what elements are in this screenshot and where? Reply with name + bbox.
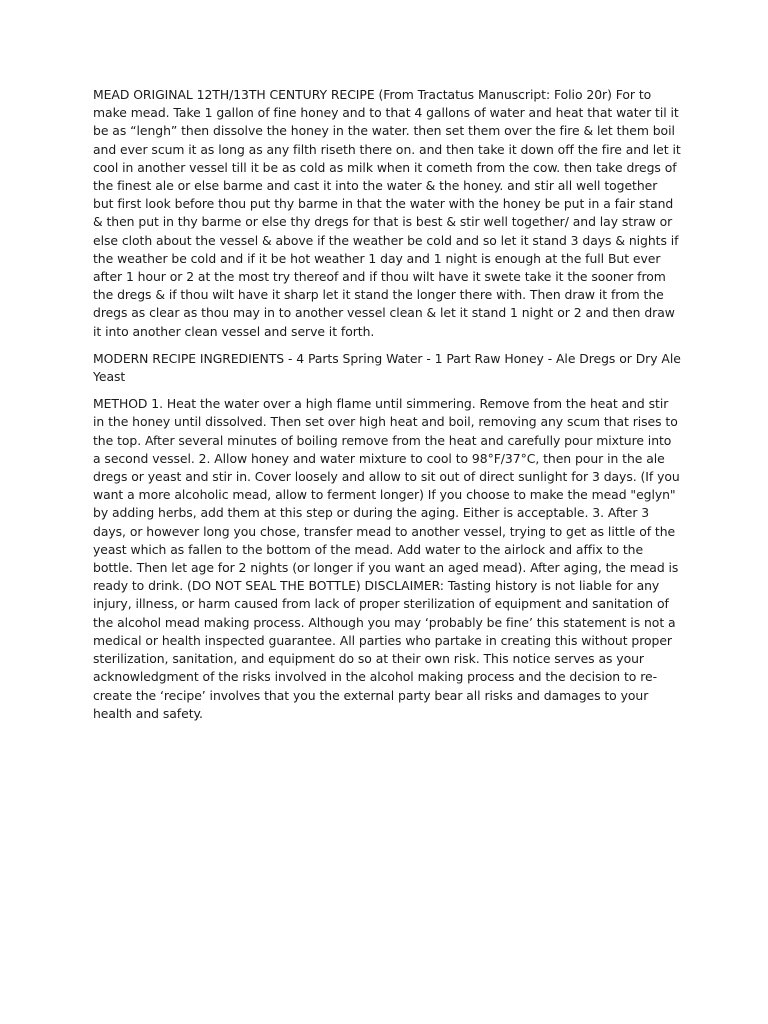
method-paragraph: METHOD 1. Heat the water over a high flame until simmering. Remove from the heat and stir in the honey until dissolved. Then set over high heat and boil, removing any scum that rises to the top. After several minutes of boiling remove from the heat and carefully pour mixture into a second vessel. 2. Allow honey and water mixture to cool to 98°F/37°C, then pour in the ale dregs or yeast and stir in. Cover loosely and allow to sit out of direct sunlight for 3 days. (If you want a more alcoholic mead, allow to ferment longer) If you choose to make the mead "eglyn" by adding herbs, add them at this step or during the aging. Either is acceptable. 3. After 3 days, or however long you chose, transfer mead to another vessel, trying to get as little of the yeast which as fallen to the bottom of the mead. Add water to the airlock and affix to the bottle. Then let age for 2 nights (or longer if you want an aged mead). After aging, the mead is ready to drink. (DO NOT SEAL THE BOTTLE) DISCLAIMER: Tasting history is not liable for any injury, illness, or harm caused from lack of proper sterilization of equipment and sanitation of the alcohol mead making process. Although you may ‘probably be fine’ this statement is not a medical or health inspected guarantee. All parties who partake in creating this without proper sterilization, sanitation, and equipment do so at their own risk. This notice serves as your acknowledgment of the risks involved in the alcohol making process and the decision to re-create the ‘recipe’ involves that you the external party bear all risks and damages to your health and safety. bbox=[93, 396, 680, 721]
modern-ingredients-paragraph: MODERN RECIPE INGREDIENTS - 4 Parts Spring Water - 1 Part Raw Honey - Ale Dregs or Dry Ale Yeast bbox=[93, 350, 681, 385]
document-body bbox=[93, 86, 681, 732]
original-recipe-paragraph: MEAD ORIGINAL 12TH/13TH CENTURY RECIPE (From Tractatus Manuscript: Folio 20r) For to make mead. Take 1 gallon of fine honey and to that 4 gallons of water and heat that water til it be as “lengh” then dissolve the honey in the water. then set them over the fire & let them boil and ever scum it as long as any filth riseth there on. and then take it down off the fire and let it cool in another vessel till it be as cold as milk when it cometh from the cow. then take dregs of the finest ale or else barme and cast it into the water & the honey. and stir all well together but first look before thou put thy barme in that the water with the honey be put in a fair stand & then put in thy barme or else thy dregs for that is best & stir well together/ and lay straw or else cloth about the vessel & above if the weather be cold and so let it stand 3 days & nights if the weather be cold and if it be hot weather 1 day and 1 night is enough at the full But ever after 1 hour or 2 at the most try thereof and if thou wilt have it swete take it the sooner from the dregs & if thou wilt have it sharp let it stand the longer there with. Then draw it from the dregs as clear as thou may in to another vessel clean & let it stand 1 night or 2 and then draw it into another clean vessel and serve it forth. bbox=[93, 87, 681, 339]
